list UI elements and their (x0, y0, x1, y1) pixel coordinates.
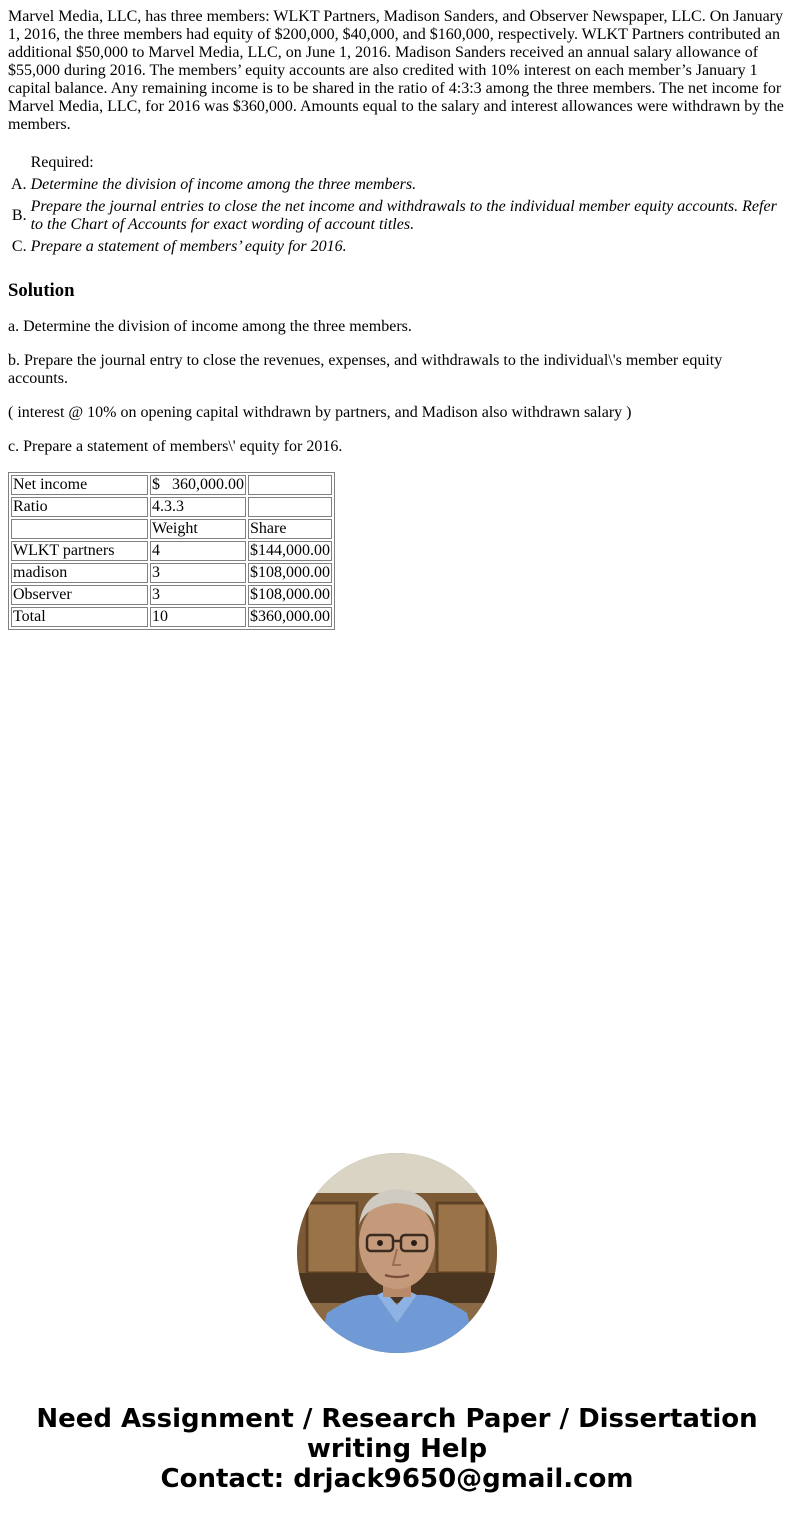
table-cell: Weight (150, 519, 246, 539)
table-row (11, 585, 332, 605)
requirement-text: Prepare a statement of members’ equity for 2016. (30, 238, 347, 255)
table-cell: $108,000.00 (250, 586, 330, 603)
table-row (11, 497, 332, 517)
problem-statement: Marvel Media, LLC, has three members: WLKT Partners, Madison Sanders, and Observer Newspaper, LLC. On January 1, 2016, the three members had equity of $200,000, $40,000, and $160,000, respectively. WLKT Partners contributed an additional $50,000 to Marvel Media, LLC, on June 1, 2016. Madison Sanders received an annual salary allowance of $55,000 during 2016. The members’ equity accounts are also credited with 10% interest on each member’s January 1 capital balance. Any remaining income is to be shared in the ratio of 4:3:3 among the three members. The net income for Marvel Media, LLC, for 2016 was $360,000. Amounts equal to the salary and interest allowances were withdrawn by the members. (8, 8, 784, 133)
table-cell: Net income (11, 475, 148, 495)
requirements-list (8, 151, 786, 259)
required-label: Required: (30, 154, 94, 171)
table-cell: 3 (150, 585, 246, 605)
promo-contact: Contact: drjack9650@gmail.com (160, 1464, 634, 1494)
solution-note: ( interest @ 10% on opening capital withdrawn by partners, and Madison also withdrawn salary ) (8, 404, 632, 421)
income-division-table (8, 472, 335, 630)
table-row (11, 519, 332, 539)
requirement-letter: C. (11, 238, 27, 255)
table-cell (248, 475, 332, 495)
table-row (11, 607, 332, 627)
avatar-portrait (297, 1153, 497, 1353)
table-cell (11, 519, 148, 539)
document-body (8, 8, 786, 630)
table-cell (248, 497, 332, 517)
table-cell: $144,000.00 (250, 542, 330, 559)
solution-part-b: b. Prepare the journal entry to close the revenues, expenses, and withdrawals to the individual\'s member equity accounts. (8, 352, 723, 387)
table-cell: 3 (150, 563, 246, 583)
requirement-item (10, 175, 784, 195)
requirement-text: Prepare the journal entries to close the net income and withdrawals to the individual member equity accounts. Refer to the Chart of Accounts for exact wording of account titles. (30, 198, 777, 233)
table-cell: WLKT partners (11, 541, 148, 561)
table-cell: 10 (150, 607, 246, 627)
tutor-avatar (297, 1153, 497, 1353)
table-row (11, 563, 332, 583)
table-cell: $108,000.00 (250, 564, 330, 581)
requirement-letter: A. (11, 176, 27, 193)
table-cell (150, 475, 246, 495)
requirement-text: Determine the division of income among the three members. (30, 176, 417, 193)
solution-part-c: c. Prepare a statement of members\' equity for 2016. (8, 438, 343, 455)
requirement-item (10, 237, 784, 257)
promo-line-1: Need Assignment / Research Paper / Dissertation (36, 1404, 758, 1434)
amount: 360,000.00 (172, 476, 244, 493)
solution-heading: Solution (8, 280, 75, 301)
table-cell: $360,000.00 (250, 608, 330, 625)
table-row (11, 475, 332, 495)
table-cell: madison (11, 563, 148, 583)
requirement-letter: B. (11, 207, 27, 224)
promo-footer (0, 1404, 794, 1494)
table-cell: 4 (150, 541, 246, 561)
solution-part-a: a. Determine the division of income among the three members. (8, 318, 412, 335)
table-cell: Observer (11, 585, 148, 605)
requirement-item (10, 197, 784, 235)
currency-symbol: $ (152, 476, 160, 493)
table-cell: Share (248, 519, 332, 539)
table-cell: Ratio (11, 497, 148, 517)
table-cell: Total (11, 607, 148, 627)
promo-line-2: writing Help (306, 1434, 488, 1464)
table-cell: 4.3.3 (150, 497, 246, 517)
table-row (11, 541, 332, 561)
